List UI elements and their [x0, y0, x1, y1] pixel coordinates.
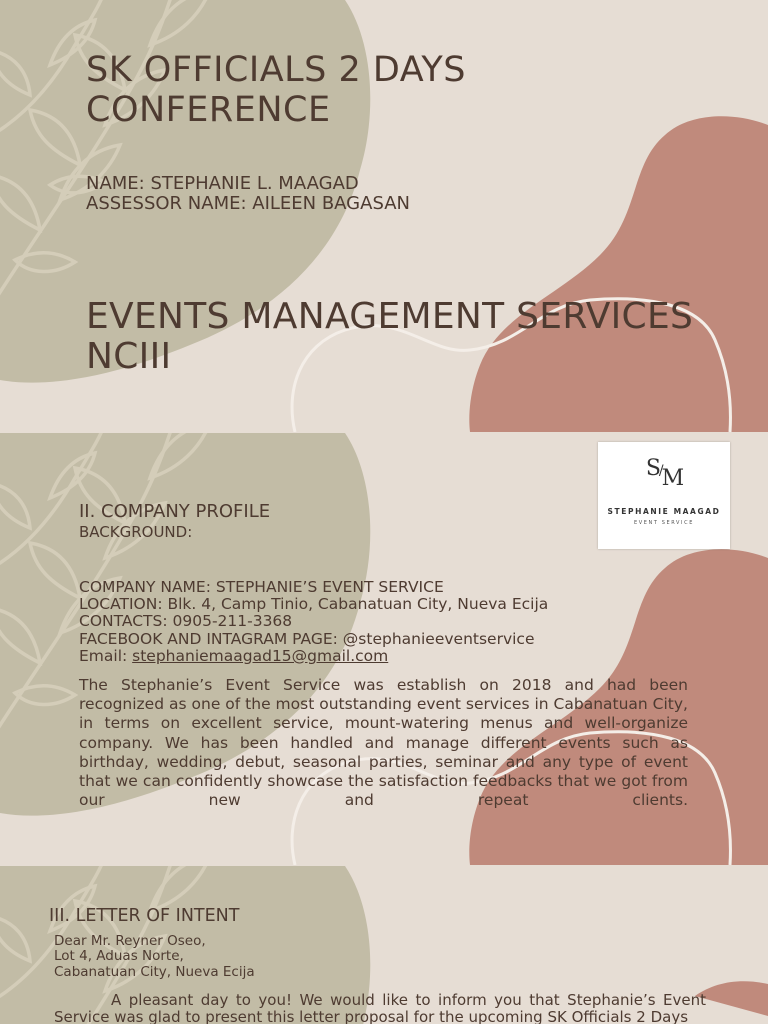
email-label: Email: — [79, 646, 133, 665]
terracotta-blob — [469, 116, 768, 432]
company-info — [79, 579, 548, 665]
letter-paragraph: A pleasant day to you! We would like to inform you that Stephanie’s Event Service was glad to present this letter proposal for the upcoming SK Officials 2 Days — [54, 991, 706, 1024]
company-name-line: COMPANY NAME: STEPHANIE’S EVENT SERVICE — [79, 578, 444, 596]
assessor-line: ASSESSOR NAME: AILEEN BAGASAN — [86, 193, 410, 214]
name-line: NAME: STEPHANIE L. MAAGAD — [86, 173, 359, 194]
social-page-line: FACEBOOK AND INTAGRAM PAGE: @stephanieeventservice — [79, 629, 535, 648]
qualification-title: EVENTS MANAGEMENT SERVICES NCIII — [86, 296, 694, 377]
email-link[interactable]: stephaniemaagad15@gmail.com — [132, 646, 389, 665]
company-background-paragraph: The Stephanie’s Event Service was establish on 2018 and had been recognized as one of the most outstanding event services in Cabanatuan City, in terms on excellent service, mount-watering menus and well-organize company. We has been handled and manage different events such as birthday, wedding, debut, seasonal parties, seminar and any type of event that we can confidently showcase the satisfaction feedbacks that we got from our new and repeat clients. — [79, 676, 688, 810]
slide-company-profile — [0, 433, 768, 865]
contacts-line: CONTACTS: 0905-211-3368 — [79, 612, 293, 631]
slide-title — [0, 0, 768, 432]
logo-tagline: EVENT SERVICE — [633, 520, 694, 526]
conference-title: SK OFFICIALS 2 DAYS CONFERENCE — [86, 50, 467, 130]
recipient-address: Dear Mr. Reyner Oseo, Lot 4, Aduas Norte, Cabanatuan City, Nueva Ecija — [54, 933, 255, 980]
slide-letter-of-intent — [0, 866, 768, 1024]
background-label: BACKGROUND: — [79, 523, 193, 541]
logo-monogram-bottom: M — [661, 466, 683, 491]
section-heading: II. COMPANY PROFILE — [79, 501, 271, 522]
company-logo — [598, 442, 730, 549]
logo-name: STEPHANIE MAAGAD — [607, 507, 721, 516]
location-line: LOCATION: Blk. 4, Camp Tinio, Cabanatuan City, Nueva Ecija — [79, 595, 549, 614]
logo-monogram-top: S — [645, 456, 659, 481]
section-heading: III. LETTER OF INTENT — [49, 906, 240, 926]
logo-monogram: S/M — [645, 456, 683, 491]
